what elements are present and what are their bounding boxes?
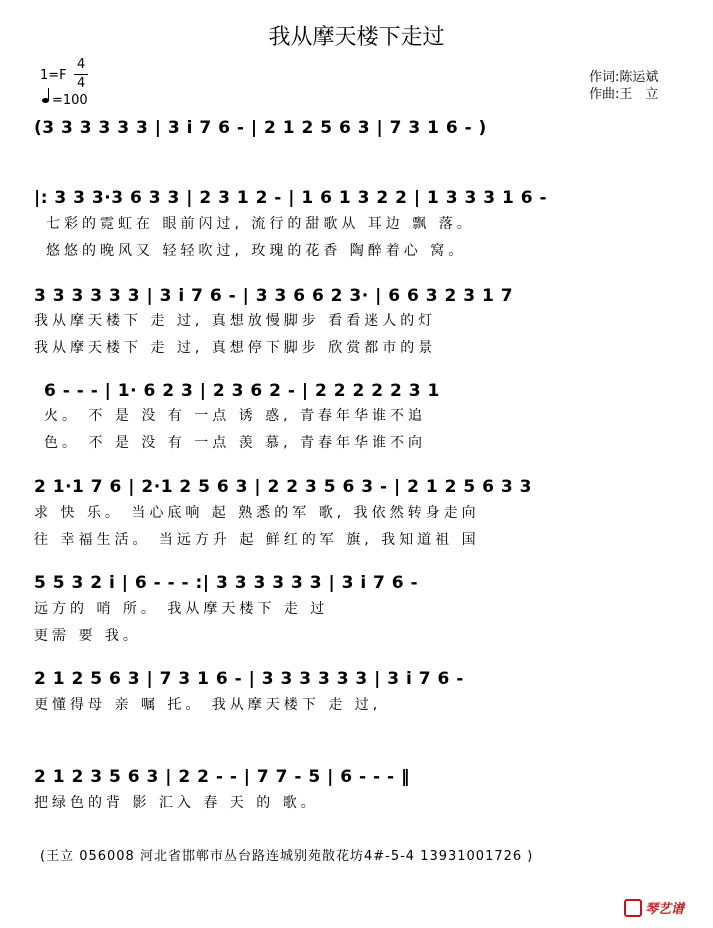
lyrics-row-3-verse-2: 我从摩天楼下 走 过, 真想停下脚步 欣赏都市的景 (34, 340, 437, 356)
notation-row-3: 3 3 3 3 3 3 | 3 i 7 6 - | 3 3 6 6 2 3· | 6 6 3 2 3 1 7 (34, 286, 514, 306)
notation-row-4: 6 - - - | 1· 6 2 3 | 2 3 6 2 - | 2 2 2 2 2 3 1 (44, 381, 440, 401)
time-signature-line (74, 74, 88, 75)
notation-row-1: (3 3 3 3 3 3 | 3 i 7 6 - | 2 1 2 5 6 3 | 7 3 1 6 - ) (34, 118, 487, 138)
notation-row-2: |: 3 3 3·3 6 3 3 | 2 3 1 2 - | 1 6 1 3 2 2 | 1 3 3 3 1 6 - (34, 188, 548, 208)
notation-row-5: 2 1·1 7 6 | 2·1 2 5 6 3 | 2 2 3 5 6 3 - | 2 1 2 5 6 3 3 (34, 477, 532, 497)
lyrics-row-4-verse-2: 色。 不 是 没 有 一点 羡 慕, 青春年华谁不向 (44, 435, 427, 451)
lyrics-row-5-verse-1: 求 快 乐。 当心底响 起 熟悉的军 歌, 我依然转身走向 (34, 505, 480, 521)
notation-row-6: 5 5 3 2 i | 6 - - - :| 3 3 3 3 3 3 | 3 i 7 6 - (34, 573, 419, 593)
lyrics-row-2-verse-2: 悠悠的晚风又 轻轻吹过, 玫瑰的花香 陶醉着心 窝。 (46, 243, 467, 259)
lyrics-row-5-verse-2: 往 幸福生活。 当远方升 起 鲜红的军 旗, 我知道祖 国 (34, 532, 480, 548)
contact-footer: (王立 056008 河北省邯郸市丛台路连城别苑散花坊4#-5-4 13931001726 ) (40, 849, 534, 864)
lyrics-row-2-verse-1: 七彩的霓虹在 眼前闪过, 流行的甜歌从 耳边 飘 落。 (46, 216, 475, 232)
song-title: 我从摩天楼下走过 (268, 25, 445, 50)
lyrics-row-8-verse-1: 把绿色的背 影 汇入 春 天 的 歌。 (34, 795, 319, 811)
time-signature-bottom: 4 (77, 76, 86, 91)
notation-row-8: 2 1 2 3 5 6 3 | 2 2 - - | 7 7 - 5 | 6 - - - ‖ (34, 767, 410, 787)
composer-credit: 作曲:王 立 (589, 87, 659, 102)
lyrics-row-3-verse-1: 我从摩天楼下 走 过, 真想放慢脚步 看看迷人的灯 (34, 313, 437, 329)
lyrics-row-4-verse-1: 火。 不 是 没 有 一点 诱 惑, 青春年华谁不追 (44, 408, 427, 424)
tempo: =100 (52, 93, 88, 108)
key-signature: 1=F (40, 68, 67, 83)
lyrics-row-6-verse-2: 更需 要 我。 (34, 628, 141, 644)
site-logo (624, 898, 684, 917)
lyricist-credit: 作词:陈运斌 (589, 70, 659, 85)
lyrics-row-6-verse-1: 远方的 哨 所。 我从摩天楼下 走 过 (34, 601, 329, 617)
lyrics-row-7-verse-1: 更懂得母 亲 嘱 托。 我从摩天楼下 走 过, (34, 697, 382, 713)
logo-icon (624, 899, 642, 917)
time-signature-top: 4 (77, 57, 86, 72)
logo-text: 琴艺谱 (645, 902, 685, 917)
quarter-note-head (42, 98, 49, 103)
notation-row-7: 2 1 2 5 6 3 | 7 3 1 6 - | 3 3 3 3 3 3 | 3 i 7 6 - (34, 669, 464, 689)
